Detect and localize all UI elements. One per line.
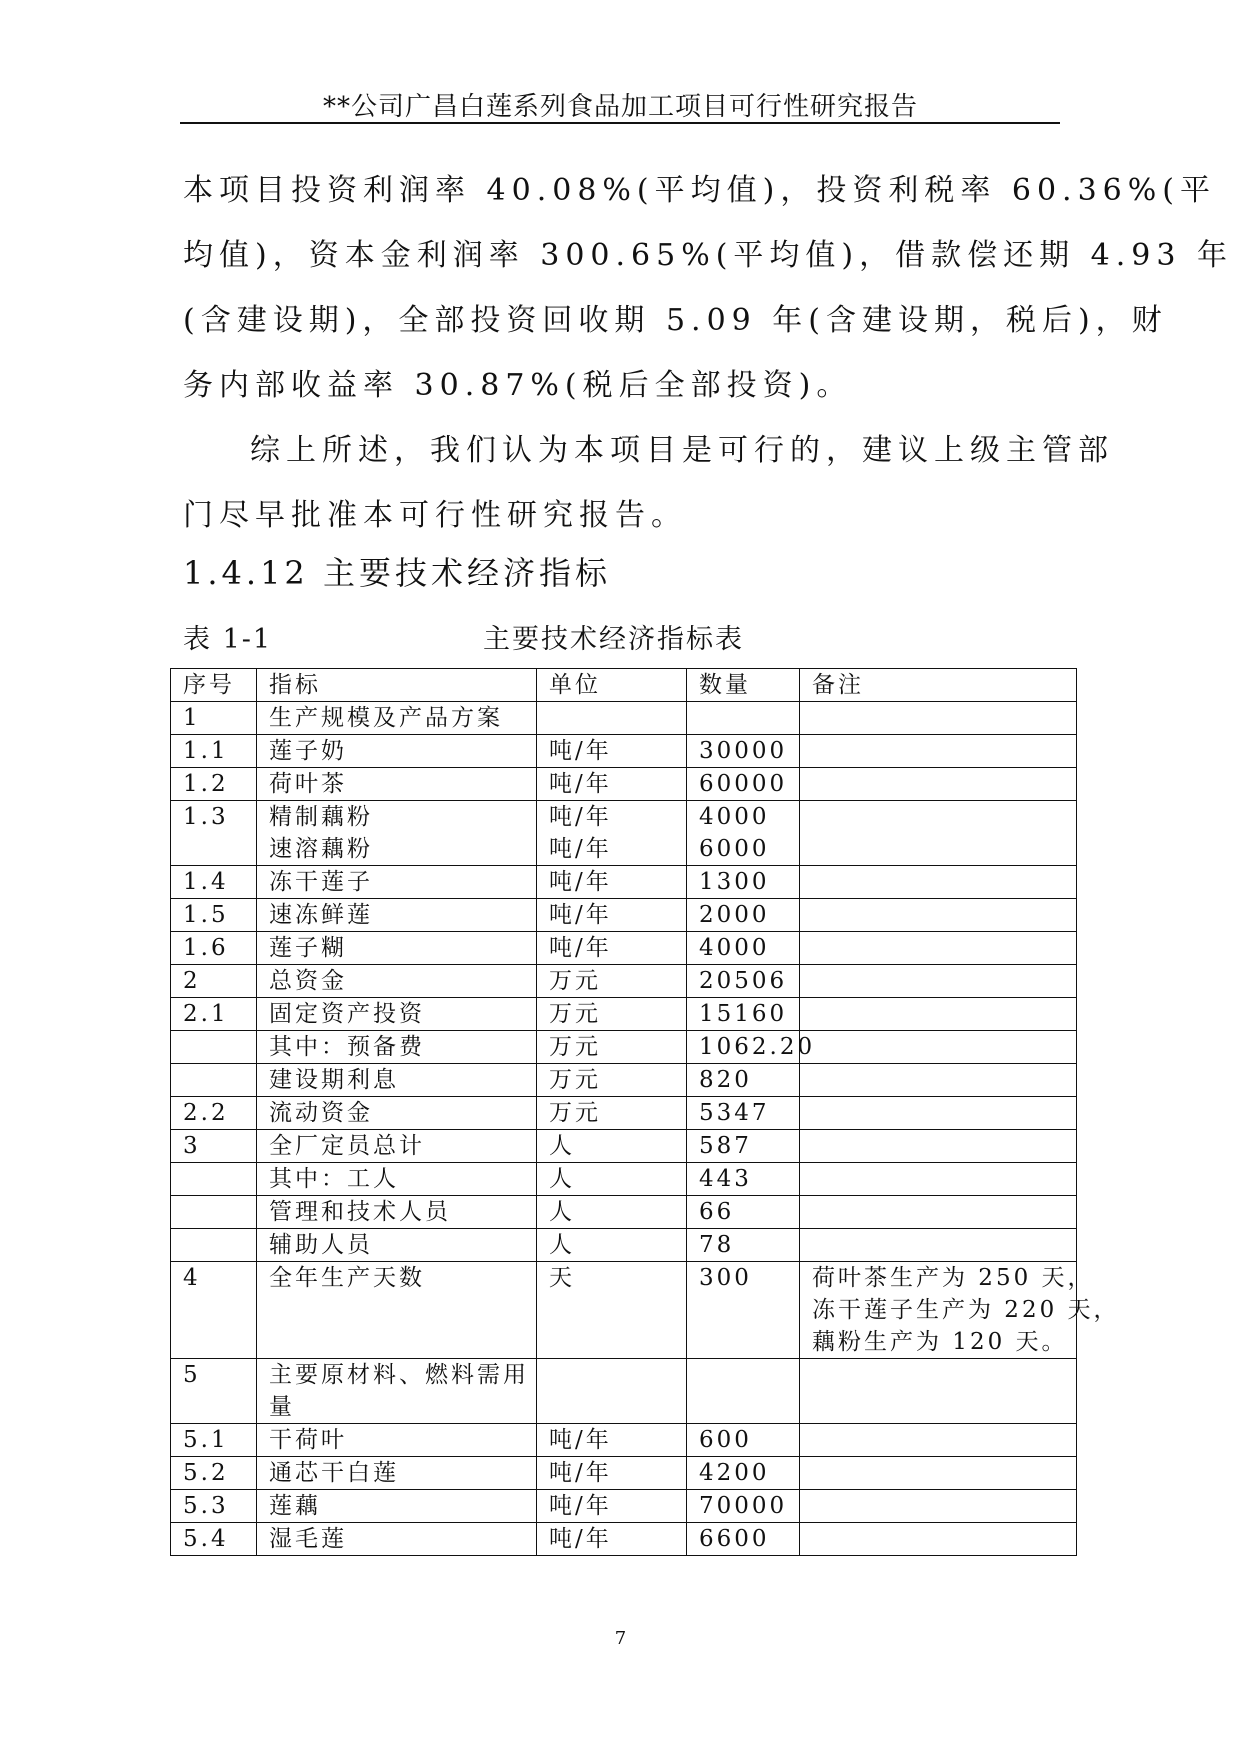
cell-quantity-line: 15160 xyxy=(699,1001,788,1027)
cell-no: 5.4 xyxy=(171,1523,257,1556)
cell-unit xyxy=(537,1359,687,1424)
cell-indicator xyxy=(257,768,537,801)
cell-unit-line: 天 xyxy=(549,1265,575,1291)
cell-indicator xyxy=(257,899,537,932)
cell-quantity xyxy=(687,965,800,998)
table-row xyxy=(171,1163,1077,1196)
cell-quantity xyxy=(687,1490,800,1523)
cell-unit xyxy=(537,965,687,998)
cell-indicator xyxy=(257,735,537,768)
table-body xyxy=(171,702,1120,1556)
table-row xyxy=(171,866,1077,899)
paragraph-line: 门尽早批准本可行性研究报告。 xyxy=(183,498,687,533)
cell-quantity-line: 60000 xyxy=(699,771,788,797)
paragraph-line: 均值)，资本金利润率 300.65%(平均值)，借款偿还期 4.93 年 xyxy=(183,238,1233,273)
cell-note xyxy=(800,1490,1077,1523)
cell-note xyxy=(800,1097,1077,1130)
cell-note xyxy=(800,801,1077,866)
table-row xyxy=(171,1031,1077,1064)
cell-quantity-line: 66 xyxy=(699,1199,735,1225)
cell-indicator-line: 莲子糊 xyxy=(269,935,347,961)
cell-quantity xyxy=(687,768,800,801)
cell-unit-line: 吨/年 xyxy=(549,771,612,797)
cell-unit xyxy=(537,1229,687,1262)
cell-indicator-line: 莲藕 xyxy=(269,1493,321,1519)
cell-note xyxy=(800,932,1077,965)
table-row xyxy=(171,702,1077,735)
table-header-row xyxy=(171,669,1077,702)
cell-quantity-line: 20506 xyxy=(699,968,788,994)
cell-no: 1.6 xyxy=(171,932,257,965)
cell-unit xyxy=(537,998,687,1031)
cell-quantity xyxy=(687,998,800,1031)
cell-unit xyxy=(537,1490,687,1523)
cell-unit-line: 吨/年 xyxy=(549,836,612,862)
cell-quantity xyxy=(687,866,800,899)
cell-unit-line: 吨/年 xyxy=(549,1493,612,1519)
cell-unit xyxy=(537,801,687,866)
cell-quantity-line: 5347 xyxy=(699,1100,770,1126)
table-row xyxy=(171,735,1077,768)
table-row xyxy=(171,965,1077,998)
cell-quantity-line: 4000 xyxy=(699,804,770,830)
cell-no: 1.2 xyxy=(171,768,257,801)
cell-note xyxy=(800,1229,1077,1262)
table-label: 表 1-1 xyxy=(183,624,273,655)
cell-unit-line: 万元 xyxy=(549,1100,601,1126)
cell-quantity xyxy=(687,1457,800,1490)
cell-indicator-line: 固定资产投资 xyxy=(269,1001,425,1027)
cell-note xyxy=(800,1196,1077,1229)
cell-indicator-line: 主要原材料、燃料需用 xyxy=(269,1362,529,1388)
cell-quantity xyxy=(687,702,800,735)
cell-no: 2.2 xyxy=(171,1097,257,1130)
cell-note xyxy=(800,702,1077,735)
header-cell-indicator: 指标 xyxy=(257,669,537,702)
cell-indicator xyxy=(257,1064,537,1097)
cell-indicator xyxy=(257,1359,537,1424)
table-row xyxy=(171,932,1077,965)
cell-quantity xyxy=(687,1262,800,1359)
cell-unit-line: 吨/年 xyxy=(549,1427,612,1453)
cell-no: 5.2 xyxy=(171,1457,257,1490)
cell-indicator xyxy=(257,998,537,1031)
cell-note xyxy=(800,1457,1077,1490)
metrics-table xyxy=(170,668,1120,1556)
cell-unit-line: 吨/年 xyxy=(549,869,612,895)
cell-indicator-line: 量 xyxy=(269,1394,295,1420)
cell-quantity xyxy=(687,1064,800,1097)
cell-indicator-line: 精制藕粉 xyxy=(269,804,373,830)
cell-indicator xyxy=(257,965,537,998)
cell-quantity-line: 600 xyxy=(699,1427,752,1453)
cell-quantity xyxy=(687,1359,800,1424)
cell-unit xyxy=(537,1097,687,1130)
cell-no xyxy=(171,1064,257,1097)
cell-quantity-line: 1062.20 xyxy=(699,1034,816,1060)
table-row xyxy=(171,1424,1077,1457)
cell-quantity xyxy=(687,932,800,965)
cell-unit xyxy=(537,1031,687,1064)
cell-unit xyxy=(537,768,687,801)
cell-quantity-line: 820 xyxy=(699,1067,752,1093)
cell-indicator-line: 建设期利息 xyxy=(269,1067,399,1093)
cell-indicator xyxy=(257,702,537,735)
cell-quantity-line: 587 xyxy=(699,1133,752,1159)
header-cell-note: 备注 xyxy=(800,669,1077,702)
cell-quantity xyxy=(687,1130,800,1163)
cell-no xyxy=(171,1229,257,1262)
table-row xyxy=(171,768,1077,801)
cell-note xyxy=(800,735,1077,768)
cell-no: 2.1 xyxy=(171,998,257,1031)
cell-note xyxy=(800,899,1077,932)
cell-note xyxy=(800,768,1077,801)
header-cell-unit: 单位 xyxy=(537,669,687,702)
cell-note-line: 藕粉生产为 120 天。 xyxy=(812,1329,1068,1355)
cell-unit xyxy=(537,932,687,965)
running-header: **公司广昌白莲系列食品加工项目可行性研究报告 xyxy=(322,92,918,122)
cell-unit-line: 人 xyxy=(549,1199,575,1225)
section-heading: 1.4.12 主要技术经济指标 xyxy=(183,554,611,592)
cell-indicator xyxy=(257,866,537,899)
table-row xyxy=(171,1490,1077,1523)
table-row xyxy=(171,801,1077,866)
cell-indicator-line: 速溶藕粉 xyxy=(269,836,373,862)
cell-indicator xyxy=(257,1262,537,1359)
cell-no: 1.3 xyxy=(171,801,257,866)
cell-no xyxy=(171,1196,257,1229)
cell-note xyxy=(800,1031,1077,1064)
cell-indicator xyxy=(257,1490,537,1523)
cell-quantity-line: 300 xyxy=(699,1265,752,1291)
cell-indicator-line: 全年生产天数 xyxy=(269,1265,425,1291)
cell-no: 3 xyxy=(171,1130,257,1163)
cell-indicator-line: 干荷叶 xyxy=(269,1427,347,1453)
cell-note-line: 荷叶茶生产为 250 天， xyxy=(812,1265,1094,1291)
cell-indicator-line: 辅助人员 xyxy=(269,1232,373,1258)
cell-indicator-line: 全厂定员总计 xyxy=(269,1133,425,1159)
cell-unit-line: 吨/年 xyxy=(549,804,612,830)
cell-unit xyxy=(537,1523,687,1556)
cell-indicator-line: 通芯干白莲 xyxy=(269,1460,399,1486)
cell-note xyxy=(800,866,1077,899)
cell-quantity-line: 78 xyxy=(699,1232,735,1258)
cell-quantity xyxy=(687,1031,816,1064)
cell-indicator-line: 生产规模及产品方案 xyxy=(269,705,503,731)
cell-note xyxy=(800,998,1077,1031)
table-row xyxy=(171,899,1077,932)
cell-unit xyxy=(537,1163,687,1196)
cell-unit xyxy=(537,1457,687,1490)
cell-note xyxy=(800,965,1077,998)
cell-unit xyxy=(537,1262,687,1359)
cell-unit xyxy=(537,735,687,768)
table-row xyxy=(171,1262,1077,1359)
cell-indicator-line: 其中：工人 xyxy=(269,1166,399,1192)
cell-quantity xyxy=(687,1097,800,1130)
header-cell-quantity: 数量 xyxy=(687,669,800,702)
cell-no: 5 xyxy=(171,1359,257,1424)
cell-unit-line: 人 xyxy=(549,1166,575,1192)
cell-unit xyxy=(537,1196,687,1229)
cell-quantity-line: 30000 xyxy=(699,738,788,764)
cell-unit xyxy=(537,1130,687,1163)
cell-unit xyxy=(537,899,687,932)
table-row xyxy=(171,1097,1077,1130)
table-row xyxy=(171,1457,1077,1490)
page-number: 7 xyxy=(614,1628,627,1649)
cell-unit xyxy=(537,1064,687,1097)
cell-indicator xyxy=(257,1097,537,1130)
cell-indicator-line: 管理和技术人员 xyxy=(269,1199,451,1225)
cell-quantity xyxy=(687,1424,800,1457)
cell-indicator-line: 湿毛莲 xyxy=(269,1526,347,1552)
cell-unit-line: 人 xyxy=(549,1232,575,1258)
cell-note-line: 冻干莲子生产为 220 天， xyxy=(812,1297,1120,1323)
cell-no: 5.3 xyxy=(171,1490,257,1523)
cell-quantity xyxy=(687,899,800,932)
cell-quantity xyxy=(687,1523,800,1556)
cell-unit-line: 万元 xyxy=(549,1001,601,1027)
table-row xyxy=(171,1196,1077,1229)
cell-unit-line: 吨/年 xyxy=(549,1526,612,1552)
cell-quantity-line: 443 xyxy=(699,1166,752,1192)
cell-quantity xyxy=(687,735,800,768)
cell-quantity-line: 6600 xyxy=(699,1526,770,1552)
cell-indicator xyxy=(257,1196,537,1229)
cell-indicator-line: 其中：预备费 xyxy=(269,1034,425,1060)
cell-indicator xyxy=(257,801,537,866)
table-row xyxy=(171,1130,1077,1163)
cell-indicator-line: 流动资金 xyxy=(269,1100,373,1126)
table-title: 主要技术经济指标表 xyxy=(483,624,744,655)
cell-no: 1.1 xyxy=(171,735,257,768)
table-row xyxy=(171,1359,1077,1424)
cell-unit-line: 吨/年 xyxy=(549,1460,612,1486)
cell-quantity-line: 6000 xyxy=(699,836,770,862)
cell-no: 1.5 xyxy=(171,899,257,932)
cell-indicator xyxy=(257,1457,537,1490)
cell-unit xyxy=(537,702,687,735)
cell-quantity-line: 4000 xyxy=(699,935,770,961)
cell-quantity-line: 4200 xyxy=(699,1460,770,1486)
cell-note xyxy=(800,1359,1077,1424)
cell-indicator xyxy=(257,1424,537,1457)
cell-quantity-line: 70000 xyxy=(699,1493,788,1519)
cell-unit xyxy=(537,1424,687,1457)
cell-note xyxy=(800,1424,1077,1457)
paragraph-line: 务内部收益率 30.87%(税后全部投资)。 xyxy=(183,368,853,403)
cell-quantity-line: 1300 xyxy=(699,869,770,895)
table-row xyxy=(171,1064,1077,1097)
cell-quantity xyxy=(687,1196,800,1229)
cell-indicator xyxy=(257,1523,537,1556)
cell-note xyxy=(800,1130,1077,1163)
cell-indicator-line: 冻干莲子 xyxy=(269,869,373,895)
cell-indicator xyxy=(257,1130,537,1163)
cell-unit-line: 吨/年 xyxy=(549,738,612,764)
cell-no: 5.1 xyxy=(171,1424,257,1457)
paragraph-line: 综上所述，我们认为本项目是可行的，建议上级主管部 xyxy=(250,433,1114,468)
cell-unit xyxy=(537,866,687,899)
cell-unit-line: 万元 xyxy=(549,1034,601,1060)
paragraph-line: 本项目投资利润率 40.08%(平均值)，投资利税率 60.36%(平 xyxy=(183,173,1216,208)
cell-unit-line: 吨/年 xyxy=(549,935,612,961)
cell-indicator xyxy=(257,1229,537,1262)
header-rule xyxy=(180,122,1060,124)
cell-note xyxy=(800,1523,1077,1556)
cell-no xyxy=(171,1163,257,1196)
cell-indicator-line: 莲子奶 xyxy=(269,738,347,764)
cell-no: 1 xyxy=(171,702,257,735)
table-row xyxy=(171,1229,1077,1262)
table-row xyxy=(171,998,1077,1031)
cell-indicator-line: 速冻鲜莲 xyxy=(269,902,373,928)
cell-indicator xyxy=(257,1031,537,1064)
paragraph-line: (含建设期)，全部投资回收期 5.09 年(含建设期，税后)，财 xyxy=(183,303,1168,338)
cell-note xyxy=(800,1262,1120,1359)
cell-no xyxy=(171,1031,257,1064)
cell-quantity xyxy=(687,801,800,866)
cell-note xyxy=(800,1163,1077,1196)
cell-indicator xyxy=(257,1163,537,1196)
cell-quantity-line: 2000 xyxy=(699,902,770,928)
cell-quantity xyxy=(687,1229,800,1262)
cell-quantity xyxy=(687,1163,800,1196)
cell-unit-line: 吨/年 xyxy=(549,902,612,928)
cell-unit-line: 人 xyxy=(549,1133,575,1159)
header-cell-no: 序号 xyxy=(171,669,257,702)
cell-no: 2 xyxy=(171,965,257,998)
cell-no: 4 xyxy=(171,1262,257,1359)
cell-unit-line: 万元 xyxy=(549,968,601,994)
cell-no: 1.4 xyxy=(171,866,257,899)
cell-indicator xyxy=(257,932,537,965)
cell-indicator-line: 荷叶茶 xyxy=(269,771,347,797)
cell-unit-line: 万元 xyxy=(549,1067,601,1093)
cell-indicator-line: 总资金 xyxy=(269,968,347,994)
cell-note xyxy=(800,1064,1077,1097)
table-row xyxy=(171,1523,1077,1556)
